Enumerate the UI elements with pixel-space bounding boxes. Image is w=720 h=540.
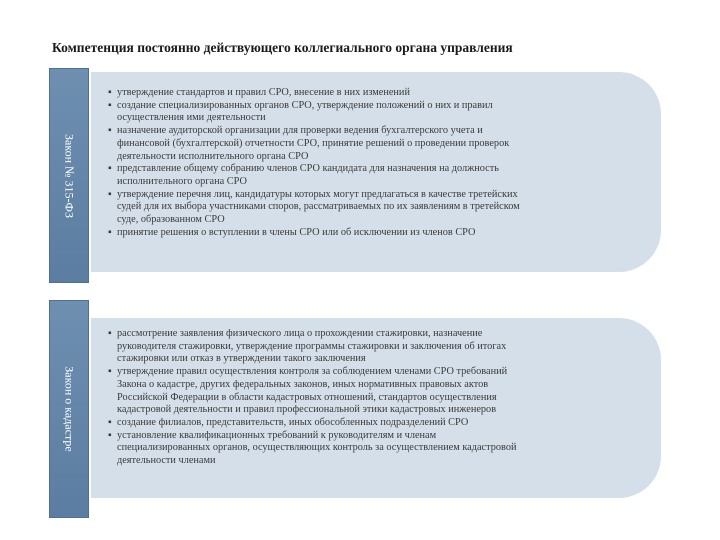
bullet-icon: ▪ xyxy=(108,429,112,441)
section-label-text: Закон № 315-ФЗ xyxy=(62,133,77,218)
list-item-line: осуществления ими деятельности xyxy=(117,112,266,124)
bullet-icon: ▪ xyxy=(108,416,112,428)
list-item-line: принятие решения о вступлении в члены СРО или об исключении из членов СРО xyxy=(117,226,476,238)
list-item-line: представление общему собранию членов СРО кандидата для назначения на должность xyxy=(117,163,499,175)
list-item-line: суде, образованном СРО xyxy=(117,214,225,226)
list-item xyxy=(91,189,661,227)
section-label-315fz xyxy=(49,68,89,283)
list-item-line: руководителя стажировки, утверждение программы стажировки и заключения об итогах xyxy=(117,340,507,352)
list-item xyxy=(91,366,661,417)
list-item xyxy=(91,163,661,188)
slide-title: Компетенция постоянно действующего коллегиального органа управления xyxy=(52,40,513,55)
list-item-line: финансовой (бухгалтерской) отчетности СРО, принятие решений о проведении проверок xyxy=(117,137,510,149)
list-item-line: назначение аудиторской организации для проверки ведения бухгалтерского учета и xyxy=(117,125,483,137)
section-label-cadastre xyxy=(49,300,89,518)
bullet-icon: ▪ xyxy=(108,366,112,378)
list-item-line: Российской Федерации в области кадастровых отношений, стандартов осуществления xyxy=(117,391,497,403)
list-item xyxy=(91,227,661,240)
list-item xyxy=(91,100,661,125)
bullet-icon: ▪ xyxy=(108,226,112,238)
bullet-icon: ▪ xyxy=(108,328,112,339)
competence-list xyxy=(91,328,661,468)
list-item-line: создание филиалов, представительств, иных обособленных подразделений СРО xyxy=(117,416,469,428)
list-item-line: судей для их выбора участниками споров, рассматриваемых по их заявлениям в третейском xyxy=(117,201,520,213)
list-item-line: кадастровой деятельности и правил профессиональной этики кадастровых инженеров xyxy=(117,404,497,416)
list-item-line: утверждение перечня лиц, кандидатуры которых могут предлагаться в качестве третейских xyxy=(117,188,518,200)
bullet-icon: ▪ xyxy=(108,125,112,137)
list-item-line: установление квалификационных требований к руководителям и членам xyxy=(117,429,437,441)
list-item-line: исполнительного органа СРО xyxy=(117,175,247,187)
list-item-line: деятельности исполнительного органа СРО xyxy=(117,150,309,162)
list-item-line: Закона о кадастре, других федеральных законов, иных нормативных правовых актов xyxy=(117,378,489,390)
list-item-line: деятельности членами xyxy=(117,455,216,467)
list-item xyxy=(91,328,661,366)
list-item-line: утверждение правил осуществления контроля за соблюдением членами СРО требований xyxy=(117,366,508,378)
bullet-icon: ▪ xyxy=(108,99,112,111)
list-item xyxy=(91,87,661,100)
list-item-line: утверждение стандартов и правил СРО, внесение в них изменений xyxy=(117,87,410,98)
competence-panel-315fz xyxy=(91,72,661,272)
list-item xyxy=(91,417,661,430)
list-item xyxy=(91,125,661,163)
bullet-icon: ▪ xyxy=(108,188,112,200)
list-item-line: создание специализированных органов СРО, утверждение положений о них и правил xyxy=(117,99,493,111)
bullet-icon: ▪ xyxy=(108,163,112,175)
section-label-text: Закон о кадастре xyxy=(62,366,77,452)
list-item xyxy=(91,430,661,468)
list-item-line: стажировки или отказ в утверждении такого заключения xyxy=(117,353,366,365)
competence-panel-cadastre xyxy=(91,318,661,498)
list-item-line: специализированных органов, осуществляющих контроль за осуществлением кадастровой xyxy=(117,442,517,454)
competence-list xyxy=(91,87,661,239)
bullet-icon: ▪ xyxy=(108,87,112,98)
list-item-line: рассмотрение заявления физического лица о прохождении стажировки, назначение xyxy=(117,328,483,339)
